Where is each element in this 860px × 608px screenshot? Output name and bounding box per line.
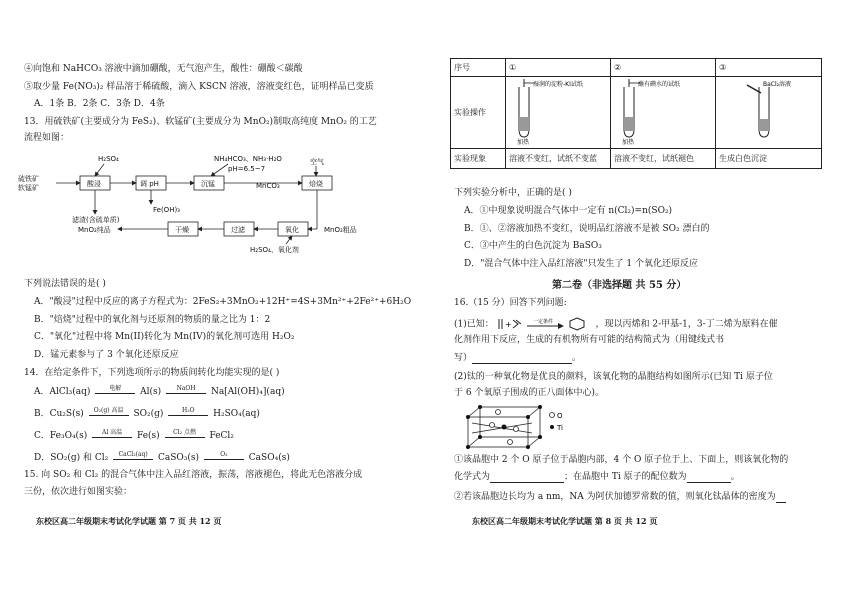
experiment-table — [450, 58, 822, 169]
q15-stem-2: 三份，依次进行如图实验： — [24, 487, 133, 497]
q13-option-c: C．"氧化"过程中将 Mn(II)转化为 Mn(IV)的氧化剂可选用 H₂O₂ — [34, 332, 295, 342]
q14-option-b: B．Cu₂S(s) O₂(g) 高温 SO₂(g) H₂O H₂SO₄(aq) — [34, 407, 260, 419]
rutile-unit-cell-diagram — [462, 403, 582, 451]
test-tube-1-icon — [509, 79, 599, 145]
titanium-legend-icon — [550, 425, 554, 429]
q16-part2: (2)钛的一种氧化物是优良的颜料，该氧化物的晶胞结构如图所示(已知 Ti 原子位 — [454, 372, 773, 382]
box-oxidize: 氧化 — [285, 226, 299, 234]
q16-sub1: ①该晶胞中 2 个 O 原子位于晶胞内部，4 个 O 原子位于上、下面上，则该氧化物的 — [454, 455, 789, 465]
reaction-condition: 一定条件 — [532, 319, 553, 325]
q14-option-a: A．AlCl₃(aq) 电解 Al(s) NaOH Na[Al(OH)₄](aq) — [34, 385, 285, 397]
oxygen-legend-icon — [550, 413, 555, 418]
box-dry: 干燥 — [175, 226, 189, 234]
input-pyrolusite: 软锰矿 — [18, 184, 39, 192]
box-filter: 过滤 — [231, 226, 245, 234]
result-cell: 溶液不变红，试纸褪色 — [611, 149, 716, 169]
q14-stem: 14．在给定条件下，下列选项所示的物质间转化均能实现的是( ) — [24, 368, 280, 378]
table-head-cell: ① — [506, 59, 611, 77]
svg-text:+: + — [504, 320, 512, 329]
mnco3-label: MnCO₃ — [256, 182, 280, 190]
test-tube-2-icon — [614, 79, 704, 145]
q13-option-a: A．"酸浸"过程中反应的离子方程式为：2FeS₂+3MnO₂+12H⁺=4S+3Mn²⁺+2Fe²⁺+6H₂O — [34, 297, 412, 307]
air-label: 空气 — [310, 158, 324, 166]
oxidant-label: H₂SO₄、氧化剂 — [250, 246, 299, 254]
q12-options: A．1条 B．2条 C．3条 D．4条 — [34, 99, 165, 109]
q16-part1-3: 写） 。 — [454, 353, 582, 363]
crude-label: MnO₂粗品 — [324, 226, 357, 234]
q16-part1: (1)已知： + 一定条件 ，现以丙烯和 2-甲基-1，3-丁二烯为原料在催 — [454, 319, 778, 330]
table-head-cell: ③ — [716, 59, 822, 77]
tube-label-3: BaCl₂溶液 — [763, 80, 792, 88]
box-adjust-ph: 调 pH — [140, 180, 159, 188]
test-tube-3-icon — [719, 79, 809, 145]
q15-stem: 15. 向 SO₂ 和 Cl₂ 的混合气体中注入品红溶液，振荡，溶液褪色，将此无色溶液分成 — [24, 470, 363, 480]
h2so4-label: H₂SO₄ — [98, 155, 119, 163]
q16-part1-2: 化剂作用下反应，生成的有机物所有可能的结构简式为（用键线式书 — [454, 335, 725, 345]
q15-option-d: D．"混合气体中注入品红溶液"只发生了 1 个氧化还原反应 — [464, 259, 698, 269]
formula-blank[interactable] — [490, 473, 564, 483]
row-label: 实验现象 — [451, 149, 506, 169]
q13-option-b: B．"焙烧"过程中的氧化剂与还原剂的物质的量之比为 1：2 — [34, 315, 271, 325]
result-cell: 生成白色沉淀 — [716, 149, 822, 169]
section-title: 第二卷（非选择题 共 55 分） — [552, 280, 687, 291]
table-header-row — [451, 59, 822, 77]
legend-o: O — [557, 412, 563, 420]
row-label: 实验操作 — [451, 77, 506, 149]
q16-stem: 16.（15 分）回答下列问题: — [454, 298, 567, 308]
table-head-cell: ② — [611, 59, 716, 77]
box-precipitate-mn: 沉锰 — [201, 180, 215, 188]
q14-option-c: C．Fe₃O₄(s) Al 高温 Fe(s) Cl₂ 点燃 FeCl₂ — [34, 429, 234, 441]
q13-stem-2: 流程如图： — [24, 133, 70, 143]
coordination-blank[interactable] — [687, 473, 731, 483]
q15-option-c: C．③中产生的白色沉淀为 BaSO₃ — [464, 241, 602, 251]
result-cell: 溶液不变红，试纸不变蓝 — [506, 149, 611, 169]
diels-alder-reaction-icon — [497, 317, 593, 331]
right-footer: 东校区高二年级期末考试化学试题 第 8 页 共 12 页 — [472, 516, 658, 526]
table-head-cell: 序号 — [451, 59, 506, 77]
q13-option-d: D．锰元素参与了 3 个氧化还原反应 — [34, 350, 179, 360]
tube-label-2: 蘸有碘水的试纸 — [638, 80, 681, 88]
density-blank[interactable] — [776, 493, 786, 503]
q15-question: 下列实验分析中，正确的是( ) — [454, 188, 572, 198]
left-footer: 东校区高二年级期末考试化学试题 第 7 页 共 12 页 — [36, 516, 222, 526]
q13-question: 下列说法错误的是( ) — [24, 279, 106, 289]
q15-option-b: B．①、②溶液加热不变红，说明品红溶液不是被 SO₂ 漂白的 — [464, 224, 710, 234]
q14-option-d: D．SO₂(g) 和 Cl₂ CaCl₂(aq) CaSO₃(s) O₂ CaSO₄(s) — [34, 451, 290, 463]
ph-label: pH=6.5~7 — [228, 165, 266, 173]
line-4: ④向饱和 NaHCO₃ 溶液中滴加硼酸，无气泡产生，酸性：硼酸＜碳酸 — [24, 64, 303, 74]
q16-part2-2: 于 6 个氧原子围成的正八面体中心)。 — [454, 388, 604, 398]
answer-blank[interactable] — [472, 354, 572, 364]
heat-label-1: 加热 — [517, 138, 530, 146]
right-page — [432, 0, 860, 608]
box-roast: 焙烧 — [309, 180, 323, 188]
tube-label-1: 湿润的淀粉-KI试纸 — [533, 80, 583, 88]
line-5: ⑤取少量 Fe(NO₃)₂ 样品溶于稀硫酸，滴入 KSCN 溶液，溶液变红色，证明样品已变质 — [24, 82, 374, 92]
q13-stem: 13．用硫铁矿(主要成分为 FeS₂)、软锰矿(主要成分为 MnO₂)制取高纯度 MnO₂ 的工艺 — [24, 117, 377, 127]
product-label: MnO₂纯品 — [78, 226, 111, 234]
residue-label: 滤渣(含硫单质) — [72, 216, 120, 224]
op-cell-3 — [716, 77, 822, 149]
op-cell-2 — [611, 77, 716, 149]
q16-sub2: ②若该晶胞边长均为 a nm，NA 为阿伏加德罗常数的值，则氧化钛晶体的密度为 — [454, 492, 786, 503]
heat-label-2: 加热 — [622, 138, 635, 146]
table-row-operation — [451, 77, 822, 149]
reagents-top-label: NH₄HCO₃、NH₃·H₂O — [214, 155, 282, 163]
box-acid-leach: 酸浸 — [87, 180, 101, 188]
table-row-result — [451, 149, 822, 169]
input-pyrite: 硫铁矿 — [18, 175, 39, 183]
feoh3-label: Fe(OH)₃ — [153, 206, 180, 214]
legend-ti: Ti — [557, 424, 564, 432]
process-flow-diagram — [18, 150, 357, 260]
q16-sub1-2: 化学式为 ；在晶胞中 Ti 原子的配位数为 。 — [454, 472, 740, 482]
op-cell-1 — [506, 77, 611, 149]
q15-option-a: A．①中现象说明混合气体中一定有 n(Cl₂)=n(SO₂) — [464, 206, 673, 216]
